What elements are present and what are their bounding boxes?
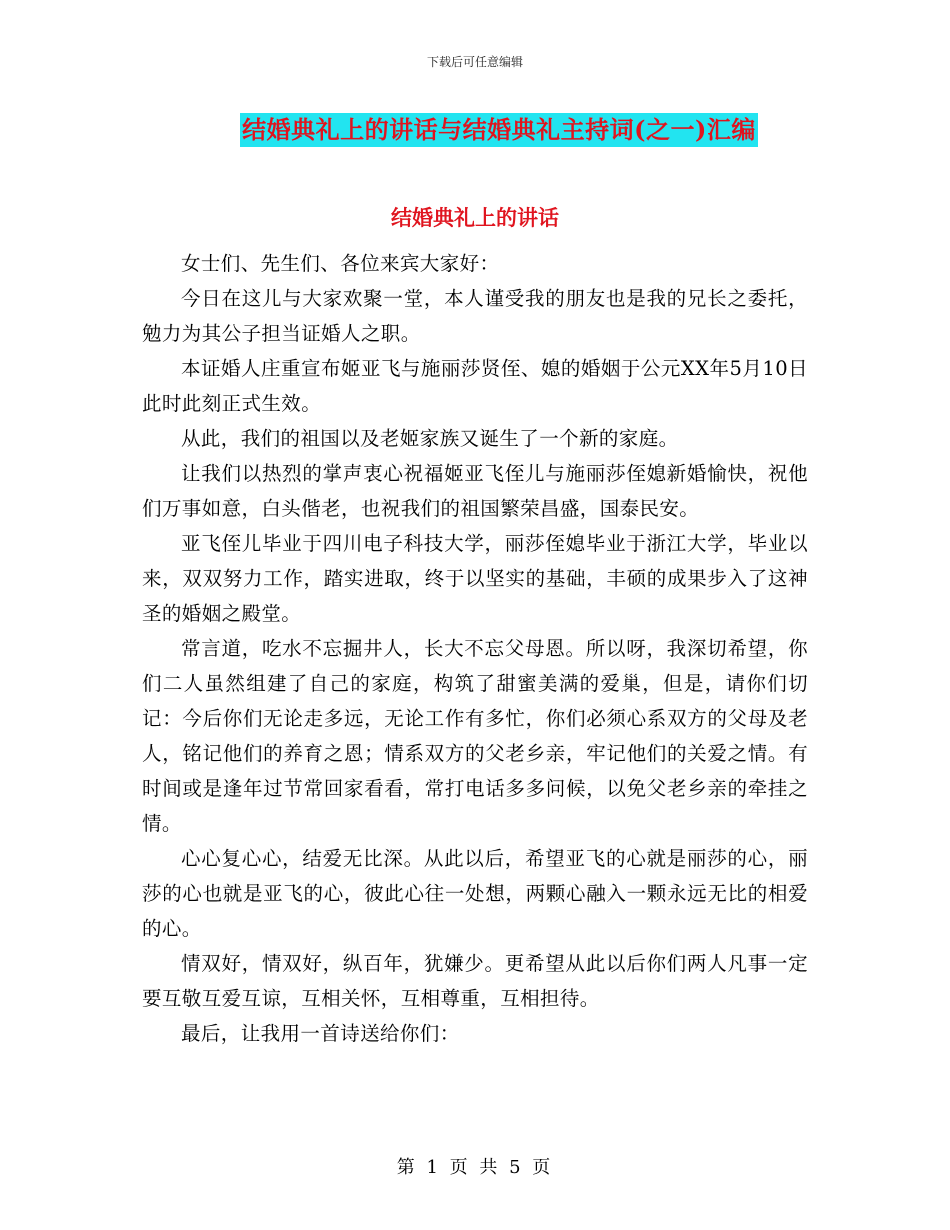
paragraph: 情双好，情双好，纵百年，犹嫌少。更希望从此以后你们两人凡事一定 要互敬互爱互谅，互相关怀，互相尊重，互相担待。 xyxy=(142,952,808,1010)
paragraph: 最后，让我用一首诗送给你们： xyxy=(181,1022,460,1045)
paragraph: 常言道，吃水不忘掘井人，长大不忘父母恩。所以呀，我深切希望，你们二人虽然组建了自己的家庭，构筑了甜蜜美满的爱巢，但是，请你们切记：今后你们无论走多远，无论工作有多忙，你们必须心系双方的父母及老人，铭记他们的养育之恩；情系双方的父老乡亲，牢记他们的关爱之情。有时间或是逢年过节常回家看看，常打电话多多问候，以免父老乡亲的牵挂之情。 xyxy=(142,637,808,835)
header-note: 下载后可任意编辑 xyxy=(426,55,523,69)
paragraph: 女士们、先生们、各位来宾大家好： xyxy=(181,252,500,275)
paragraph: 让我们以热烈的掌声衷心祝福姬亚飞侄儿与施丽莎侄媳新婚愉快，祝他们万事如意，白头偕老，也祝我们的祖国繁荣昌盛，国泰民安。 xyxy=(142,462,808,520)
paragraph: 本证婚人庄重宣布姬亚飞与施丽莎贤侄、媳的婚姻于公元XX年5月10日此时此刻正式生效。 xyxy=(142,357,808,415)
main-title-container xyxy=(0,113,950,147)
page-footer: 第 1 页 共 5 页 xyxy=(396,1157,554,1178)
body-text xyxy=(142,246,808,1051)
paragraph: 今日在这儿与大家欢聚一堂，本人谨受我的朋友也是我的兄长之委托，勉力为其公子担当证婚人之职。 xyxy=(142,287,808,345)
main-title: 结婚典礼上的讲话与结婚典礼主持词(之一)汇编 xyxy=(240,113,758,147)
paragraph: 亚飞侄儿毕业于四川电子科技大学，丽莎侄媳毕业于浙江大学，毕业以来，双双努力工作，踏实进取，终于以坚实的基础，丰硕的成果步入了这神圣的婚姻之殿堂。 xyxy=(142,532,808,625)
paragraph: 从此，我们的祖国以及老姬家族又诞生了一个新的家庭。 xyxy=(181,427,679,450)
section-title: 结婚典礼上的讲话 xyxy=(391,205,559,230)
paragraph: 心心复心心，结爱无比深。从此以后，希望亚飞的心就是丽莎的心，丽莎的心也就是亚飞的心，彼此心往一处想，两颗心融入一颗永远无比的相爱的心。 xyxy=(142,847,808,940)
